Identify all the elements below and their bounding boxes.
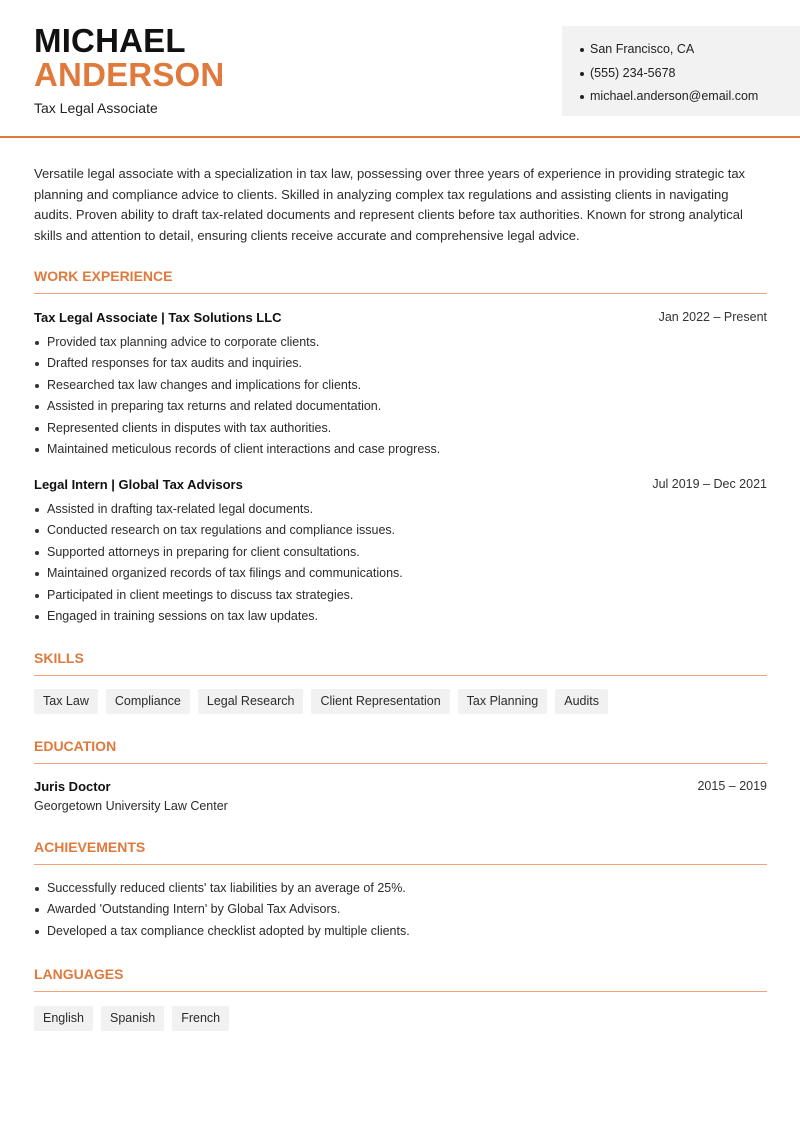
achievements-list	[34, 878, 767, 942]
list-item: Maintained organized records of tax filings and communications.	[34, 563, 767, 584]
school-name: Georgetown University Law Center	[34, 799, 228, 813]
language-tag: English	[34, 1006, 93, 1031]
degree: Juris Doctor	[34, 779, 111, 794]
skill-tag: Compliance	[106, 689, 190, 714]
job-title: Tax Legal Associate	[34, 100, 158, 116]
section-title-achievements: ACHIEVEMENTS	[34, 839, 767, 865]
skill-tag: Legal Research	[198, 689, 304, 714]
language-tag: Spanish	[101, 1006, 164, 1031]
job-dates-2: Jul 2019 – Dec 2021	[652, 477, 767, 491]
list-item: Represented clients in disputes with tax authorities.	[34, 418, 767, 439]
section-title-languages: LANGUAGES	[34, 966, 767, 992]
contact-box	[562, 26, 800, 116]
list-item: Researched tax law changes and implications for clients.	[34, 375, 767, 396]
job-title-2: Legal Intern | Global Tax Advisors	[34, 477, 243, 492]
job-header-2	[34, 477, 767, 492]
resume-header	[0, 0, 800, 138]
list-item: Awarded 'Outstanding Intern' by Global Tax Advisors.	[34, 899, 767, 920]
list-item: Conducted research on tax regulations and compliance issues.	[34, 520, 767, 541]
list-item: Maintained meticulous records of client interactions and case progress.	[34, 439, 767, 460]
list-item: Supported attorneys in preparing for client consultations.	[34, 542, 767, 563]
contact-email: michael.anderson@email.com	[580, 85, 800, 109]
job-title-1: Tax Legal Associate | Tax Solutions LLC	[34, 310, 282, 325]
summary-paragraph: Versatile legal associate with a specialization in tax law, possessing over three years of experience in providing strategic tax planning and compliance advice to clients. Skilled in analyzing complex tax regulations and assisting clients in navigating audits. Proven ability to draft tax-related documents and represent clients before tax authorities. Known for strong analytical skills and attention to detail, ensuring clients receive accurate and comprehensive legal advice.	[34, 166, 746, 243]
list-item: Assisted in drafting tax-related legal documents.	[34, 499, 767, 520]
contact-location: San Francisco, CA	[580, 38, 800, 62]
education-dates: 2015 – 2019	[697, 779, 767, 793]
list-item: Provided tax planning advice to corporate clients.	[34, 332, 767, 353]
list-item: Drafted responses for tax audits and inquiries.	[34, 353, 767, 374]
last-name: ANDERSON	[34, 56, 225, 93]
language-tags	[34, 1006, 229, 1031]
list-item: Successfully reduced clients' tax liabilities by an average of 25%.	[34, 878, 767, 899]
first-name: MICHAEL	[34, 22, 186, 59]
education-header	[34, 779, 767, 794]
list-item: Engaged in training sessions on tax law updates.	[34, 606, 767, 627]
skill-tag: Tax Law	[34, 689, 98, 714]
skill-tag: Tax Planning	[458, 689, 548, 714]
list-item: Assisted in preparing tax returns and related documentation.	[34, 396, 767, 417]
job-dates-1: Jan 2022 – Present	[658, 310, 767, 324]
language-tag: French	[172, 1006, 229, 1031]
skills-tags	[34, 689, 608, 714]
job-bullets-1	[34, 332, 767, 460]
job-bullets-2	[34, 499, 767, 627]
list-item: Developed a tax compliance checklist adopted by multiple clients.	[34, 921, 767, 942]
section-title-work: WORK EXPERIENCE	[34, 268, 767, 294]
skill-tag: Client Representation	[311, 689, 449, 714]
contact-phone: (555) 234-5678	[580, 62, 800, 86]
section-title-skills: SKILLS	[34, 650, 767, 676]
job-header-1	[34, 310, 767, 325]
skill-tag: Audits	[555, 689, 608, 714]
section-title-education: EDUCATION	[34, 738, 767, 764]
list-item: Participated in client meetings to discuss tax strategies.	[34, 585, 767, 606]
